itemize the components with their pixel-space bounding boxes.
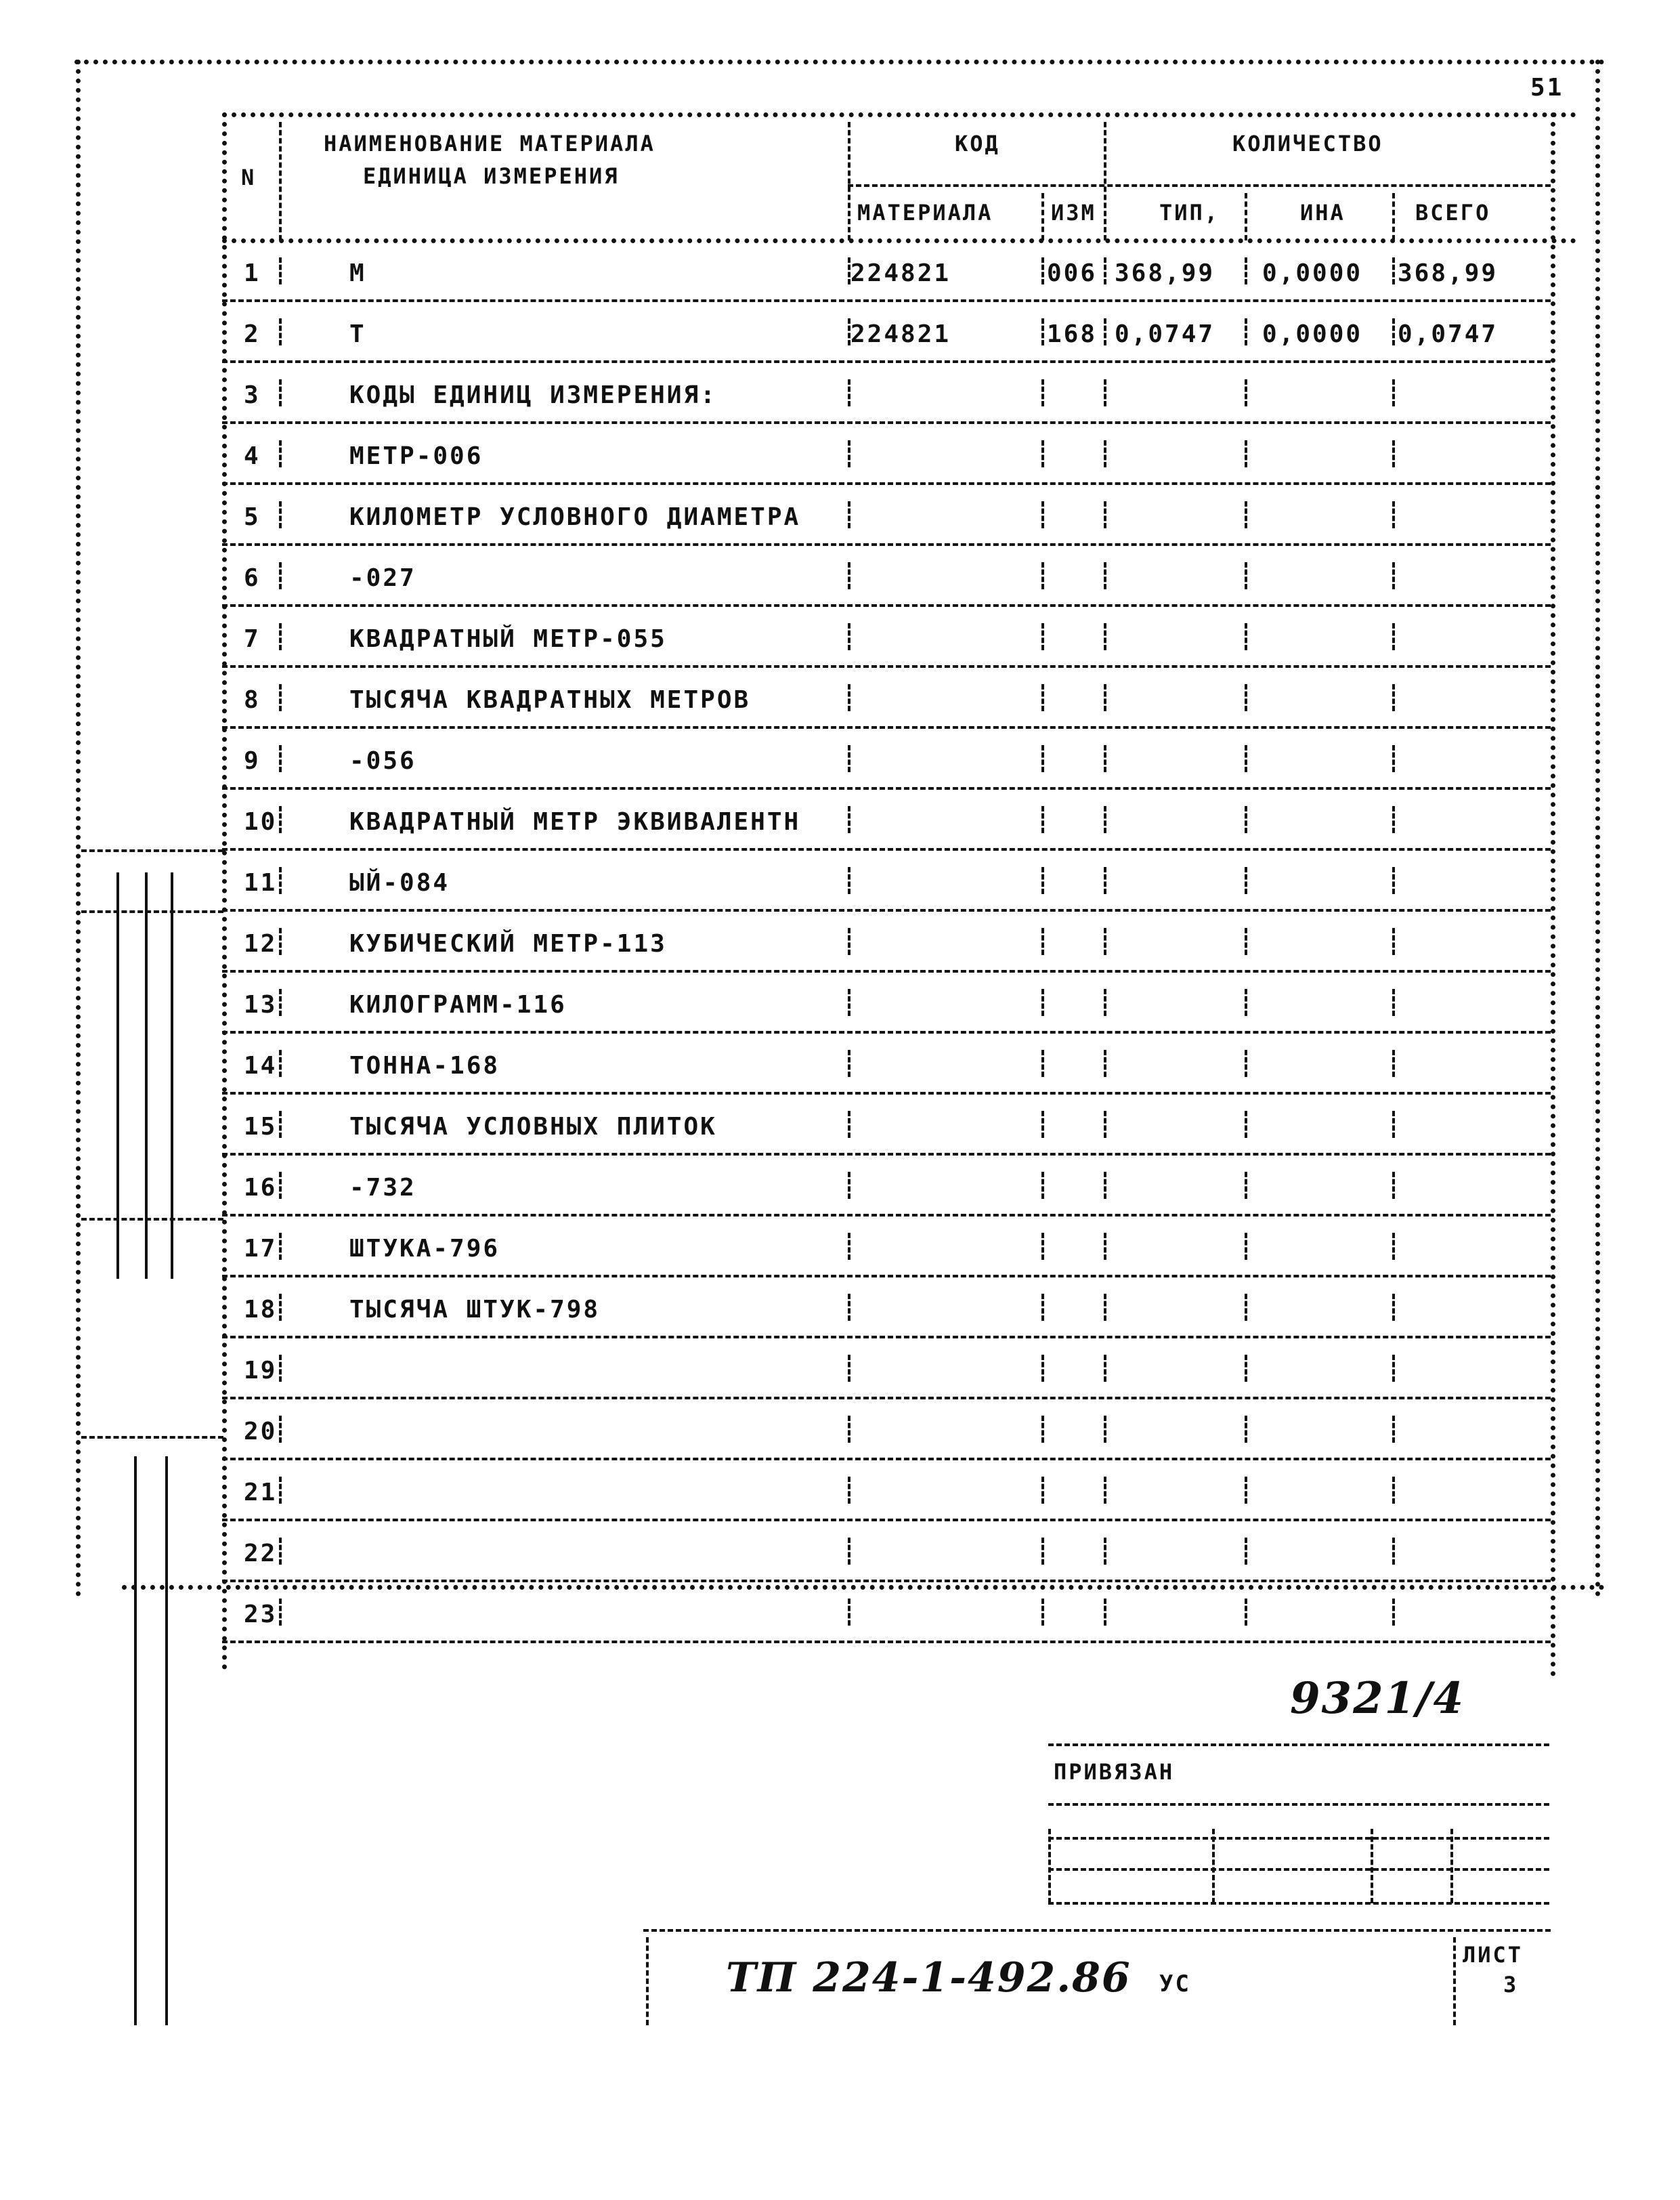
cell-divider [1392, 379, 1395, 406]
row-qty-total: 368,99 [1398, 259, 1499, 287]
row-name: КВАДРАТНЫЙ МЕТР-055 [349, 625, 667, 653]
cell-divider [1104, 440, 1106, 467]
row-qty-ind: 0,0000 [1262, 259, 1363, 287]
cell-divider [848, 257, 850, 284]
cell-divider [279, 501, 282, 528]
cell-divider [848, 1294, 850, 1321]
cell-divider [1104, 1477, 1106, 1504]
row-separator [222, 1641, 1551, 1643]
document-code: ТП 224-1-492.86 [726, 1954, 1132, 2002]
row-number: 9 [244, 747, 261, 775]
cell-divider [1041, 989, 1044, 1016]
cell-divider [1104, 318, 1106, 345]
stamp-grid-v3 [1371, 1829, 1373, 1903]
stamp-bound-label: ПРИВЯЗАН [1054, 1759, 1175, 1785]
row-qty-total: 0,0747 [1398, 320, 1499, 348]
cell-divider [279, 623, 282, 650]
title-block-top [643, 1929, 1551, 1932]
row-name: Т [349, 320, 366, 348]
row-separator [222, 1458, 1551, 1460]
cell-divider [279, 1599, 282, 1626]
row-name: ШТУКА-796 [349, 1235, 500, 1263]
row-name: -732 [349, 1174, 416, 1202]
header-divider-qty-sub1 [1245, 193, 1247, 240]
document-suffix: УС [1159, 1970, 1191, 1997]
table-right-border [1551, 112, 1555, 1677]
row-name: КВАДРАТНЫЙ МЕТР ЭКВИВАЛЕНТН [349, 808, 801, 836]
cell-divider [1104, 1050, 1106, 1077]
cell-divider [1392, 806, 1395, 833]
header-divider-name [848, 122, 850, 240]
cell-divider [1041, 1050, 1044, 1077]
stamp-grid-v2 [1212, 1829, 1215, 1903]
title-block-left [646, 1937, 649, 2025]
row-name: КУБИЧЕСКИЙ МЕТР-113 [349, 930, 667, 958]
cell-divider [848, 501, 850, 528]
cell-divider [1041, 257, 1044, 284]
row-name: КОДЫ ЕДИНИЦ ИЗМЕРЕНИЯ: [349, 381, 717, 409]
stamp-grid-v1 [1048, 1829, 1051, 1903]
cell-divider [1392, 562, 1395, 589]
row-unit-code: 168 [1047, 320, 1098, 348]
row-material-code: 224821 [850, 320, 951, 348]
row-separator [222, 909, 1551, 912]
cell-divider [848, 745, 850, 772]
cell-divider [279, 1538, 282, 1565]
frame-top-border [74, 60, 1605, 64]
row-number: 6 [244, 564, 261, 592]
row-separator [222, 848, 1551, 851]
cell-divider [848, 989, 850, 1016]
cell-divider [1041, 1294, 1044, 1321]
row-name: МЕТР-006 [349, 442, 483, 470]
cell-divider [1104, 379, 1106, 406]
cell-divider [1245, 1294, 1247, 1321]
cell-divider [848, 1599, 850, 1626]
row-name: ТОННА-168 [349, 1052, 500, 1080]
cell-divider [1245, 1355, 1247, 1382]
cell-divider [1245, 806, 1247, 833]
cell-divider [1104, 1172, 1106, 1199]
cell-divider [1041, 1477, 1044, 1504]
cell-divider [1104, 1538, 1106, 1565]
header-name-line2: ЕДИНИЦА ИЗМЕРЕНИЯ [363, 163, 620, 189]
row-name: ТЫСЯЧА УСЛОВНЫХ ПЛИТОК [349, 1113, 717, 1141]
row-name: ТЫСЯЧА ШТУК-798 [349, 1296, 601, 1324]
cell-divider [1041, 928, 1044, 955]
cell-divider [1041, 684, 1044, 711]
cell-divider [279, 1233, 282, 1260]
row-separator [222, 726, 1551, 729]
row-separator [222, 970, 1551, 973]
cell-divider [1104, 745, 1106, 772]
row-material-code: 224821 [850, 259, 951, 287]
cell-divider [1392, 1233, 1395, 1260]
table-top-border [222, 112, 1576, 117]
header-code-unit: ИЗМ [1051, 200, 1096, 226]
cell-divider [1392, 1416, 1395, 1443]
cell-divider [279, 1416, 282, 1443]
cell-divider [848, 1111, 850, 1138]
row-number: 1 [244, 259, 261, 287]
row-separator [222, 604, 1551, 607]
handwritten-number: 9321/4 [1290, 1673, 1465, 1724]
cell-divider [1041, 1538, 1044, 1565]
binding-strip-dash-4 [81, 1436, 223, 1439]
header-divider-qty-sub2 [1392, 193, 1395, 240]
cell-divider [1392, 1294, 1395, 1321]
header-name-line1: НАИМЕНОВАНИЕ МАТЕРИАЛА [324, 131, 655, 156]
header-divider-n [279, 122, 282, 240]
cell-divider [1392, 989, 1395, 1016]
cell-divider [279, 684, 282, 711]
cell-divider [1041, 318, 1044, 345]
cell-divider [1041, 1416, 1044, 1443]
cell-divider [1041, 1233, 1044, 1260]
cell-divider [1041, 623, 1044, 650]
row-separator [222, 665, 1551, 668]
row-separator [222, 1519, 1551, 1521]
header-mid-line [848, 184, 1551, 187]
cell-divider [848, 867, 850, 894]
header-qty-ind: ИНА [1300, 200, 1345, 226]
header-code: КОД [955, 131, 1000, 156]
cell-divider [1041, 745, 1044, 772]
cell-divider [1104, 1599, 1106, 1626]
frame-left-border [76, 60, 81, 1597]
cell-divider [1245, 1111, 1247, 1138]
page-number: 51 [1530, 74, 1564, 102]
row-separator [222, 1031, 1551, 1034]
row-unit-code: 006 [1047, 259, 1098, 287]
cell-divider [1245, 1233, 1247, 1260]
row-name: -027 [349, 564, 416, 592]
row-separator [222, 1092, 1551, 1095]
header-n: N [241, 165, 257, 190]
cell-divider [279, 928, 282, 955]
row-name: ТЫСЯЧА КВАДРАТНЫХ МЕТРОВ [349, 686, 751, 714]
cell-divider [848, 562, 850, 589]
cell-divider [1245, 257, 1247, 284]
row-separator [222, 1214, 1551, 1217]
stamp-line-5 [1048, 1902, 1549, 1905]
row-number: 3 [244, 381, 261, 409]
frame-right-border [1595, 60, 1600, 1597]
header-quantity: КОЛИЧЕСТВО [1232, 131, 1383, 156]
cell-divider [1245, 1416, 1247, 1443]
cell-divider [848, 440, 850, 467]
cell-divider [1104, 1416, 1106, 1443]
row-separator [222, 1275, 1551, 1277]
cell-divider [1392, 1111, 1395, 1138]
cell-divider [1245, 745, 1247, 772]
cell-divider [279, 1355, 282, 1382]
cell-divider [1245, 867, 1247, 894]
cell-divider [1392, 1172, 1395, 1199]
row-number: 15 [244, 1113, 278, 1141]
row-separator [222, 787, 1551, 790]
cell-divider [1245, 562, 1247, 589]
row-separator [222, 1336, 1551, 1338]
cell-divider [848, 928, 850, 955]
cell-divider [1104, 1111, 1106, 1138]
row-name: -056 [349, 747, 416, 775]
row-separator [222, 543, 1551, 546]
cell-divider [1245, 318, 1247, 345]
row-name: ЫЙ-084 [349, 869, 450, 897]
row-number: 23 [244, 1601, 278, 1628]
cell-divider [1104, 928, 1106, 955]
cell-divider [1392, 318, 1395, 345]
cell-divider [1245, 1172, 1247, 1199]
cell-divider [1392, 440, 1395, 467]
cell-divider [848, 318, 850, 345]
cell-divider [1041, 1355, 1044, 1382]
cell-divider [279, 1294, 282, 1321]
cell-divider [1104, 562, 1106, 589]
cell-divider [1392, 1050, 1395, 1077]
cell-divider [848, 623, 850, 650]
frame-bottom-border [122, 1585, 1605, 1590]
cell-divider [1392, 501, 1395, 528]
header-code-material: МАТЕРИАЛА [857, 200, 993, 226]
cell-divider [1245, 1477, 1247, 1504]
cell-divider [1392, 1355, 1395, 1382]
cell-divider [1245, 501, 1247, 528]
row-number: 22 [244, 1540, 278, 1567]
binding-strip-dash-2 [81, 910, 223, 913]
sheet-label: ЛИСТ [1463, 1942, 1524, 1968]
row-qty-type: 0,0747 [1115, 320, 1215, 348]
cell-divider [1245, 989, 1247, 1016]
cell-divider [1041, 867, 1044, 894]
row-number: 19 [244, 1357, 278, 1384]
cell-divider [1245, 1538, 1247, 1565]
stamp-line-4 [1048, 1868, 1549, 1871]
header-qty-type: ТИП, [1159, 200, 1220, 226]
row-qty-type: 368,99 [1115, 259, 1215, 287]
cell-divider [1245, 440, 1247, 467]
cell-divider [279, 379, 282, 406]
row-separator [222, 1580, 1551, 1582]
cell-divider [1392, 684, 1395, 711]
cell-divider [279, 1172, 282, 1199]
cell-divider [1245, 623, 1247, 650]
row-separator [222, 421, 1551, 424]
row-number: 20 [244, 1418, 278, 1445]
title-block-sheet-divider [1453, 1937, 1456, 2025]
row-separator [222, 482, 1551, 485]
cell-divider [279, 867, 282, 894]
cell-divider [1392, 623, 1395, 650]
cell-divider [1104, 684, 1106, 711]
header-qty-total: ВСЕГО [1415, 200, 1491, 226]
row-number: 14 [244, 1052, 278, 1080]
row-separator [222, 360, 1551, 363]
cell-divider [1041, 562, 1044, 589]
cell-divider [1104, 1294, 1106, 1321]
cell-divider [1041, 440, 1044, 467]
row-separator [222, 299, 1551, 302]
stamp-line-1 [1048, 1743, 1549, 1746]
cell-divider [848, 684, 850, 711]
row-number: 11 [244, 869, 278, 897]
row-separator [222, 1153, 1551, 1156]
cell-divider [1104, 867, 1106, 894]
row-number: 8 [244, 686, 261, 714]
cell-divider [1041, 806, 1044, 833]
cell-divider [1392, 1538, 1395, 1565]
cell-divider [1104, 989, 1106, 1016]
cell-divider [279, 440, 282, 467]
cell-divider [279, 745, 282, 772]
cell-divider [1104, 501, 1106, 528]
row-number: 16 [244, 1174, 278, 1202]
stamp-grid-v4 [1450, 1829, 1453, 1903]
row-number: 4 [244, 442, 261, 470]
header-bottom-border [222, 238, 1576, 243]
row-separator [222, 1397, 1551, 1399]
stamp-line-3 [1048, 1837, 1549, 1840]
row-name: КИЛОГРАММ-116 [349, 991, 567, 1019]
header-divider-code [1104, 122, 1106, 240]
row-number: 12 [244, 930, 278, 958]
cell-divider [1104, 806, 1106, 833]
cell-divider [1104, 623, 1106, 650]
row-name: М [349, 259, 366, 287]
cell-divider [1245, 1599, 1247, 1626]
cell-divider [1104, 1355, 1106, 1382]
cell-divider [279, 257, 282, 284]
cell-divider [1245, 1050, 1247, 1077]
cell-divider [848, 379, 850, 406]
cell-divider [1104, 257, 1106, 284]
cell-divider [1245, 928, 1247, 955]
binding-strip-line-4 [134, 1456, 137, 2025]
cell-divider [279, 1050, 282, 1077]
cell-divider [1392, 745, 1395, 772]
cell-divider [279, 989, 282, 1016]
cell-divider [1041, 1172, 1044, 1199]
cell-divider [1392, 867, 1395, 894]
cell-divider [848, 806, 850, 833]
cell-divider [1392, 257, 1395, 284]
cell-divider [848, 1416, 850, 1443]
row-qty-ind: 0,0000 [1262, 320, 1363, 348]
cell-divider [279, 562, 282, 589]
row-number: 21 [244, 1479, 278, 1506]
row-number: 2 [244, 320, 261, 348]
cell-divider [1041, 501, 1044, 528]
sheet-number: 3 [1503, 1972, 1519, 1997]
row-name: КИЛОМЕТР УСЛОВНОГО ДИАМЕТРА [349, 503, 801, 531]
binding-strip-dash-1 [81, 849, 223, 852]
cell-divider [1245, 379, 1247, 406]
cell-divider [1245, 684, 1247, 711]
row-number: 10 [244, 808, 278, 836]
cell-divider [279, 806, 282, 833]
cell-divider [279, 318, 282, 345]
cell-divider [848, 1050, 850, 1077]
cell-divider [1392, 928, 1395, 955]
cell-divider [848, 1172, 850, 1199]
row-number: 13 [244, 991, 278, 1019]
cell-divider [848, 1538, 850, 1565]
binding-strip-line-5 [165, 1456, 168, 2025]
cell-divider [279, 1111, 282, 1138]
cell-divider [1392, 1599, 1395, 1626]
row-number: 5 [244, 503, 261, 531]
cell-divider [1041, 1599, 1044, 1626]
cell-divider [1041, 1111, 1044, 1138]
row-number: 18 [244, 1296, 278, 1324]
cell-divider [848, 1233, 850, 1260]
cell-divider [848, 1477, 850, 1504]
cell-divider [1041, 379, 1044, 406]
binding-strip-dash-3 [81, 1218, 223, 1221]
stamp-line-2 [1048, 1803, 1549, 1806]
row-number: 7 [244, 625, 261, 653]
row-number: 17 [244, 1235, 278, 1263]
cell-divider [1392, 1477, 1395, 1504]
cell-divider [279, 1477, 282, 1504]
cell-divider [1104, 1233, 1106, 1260]
header-divider-code-sub [1041, 193, 1044, 240]
cell-divider [848, 1355, 850, 1382]
